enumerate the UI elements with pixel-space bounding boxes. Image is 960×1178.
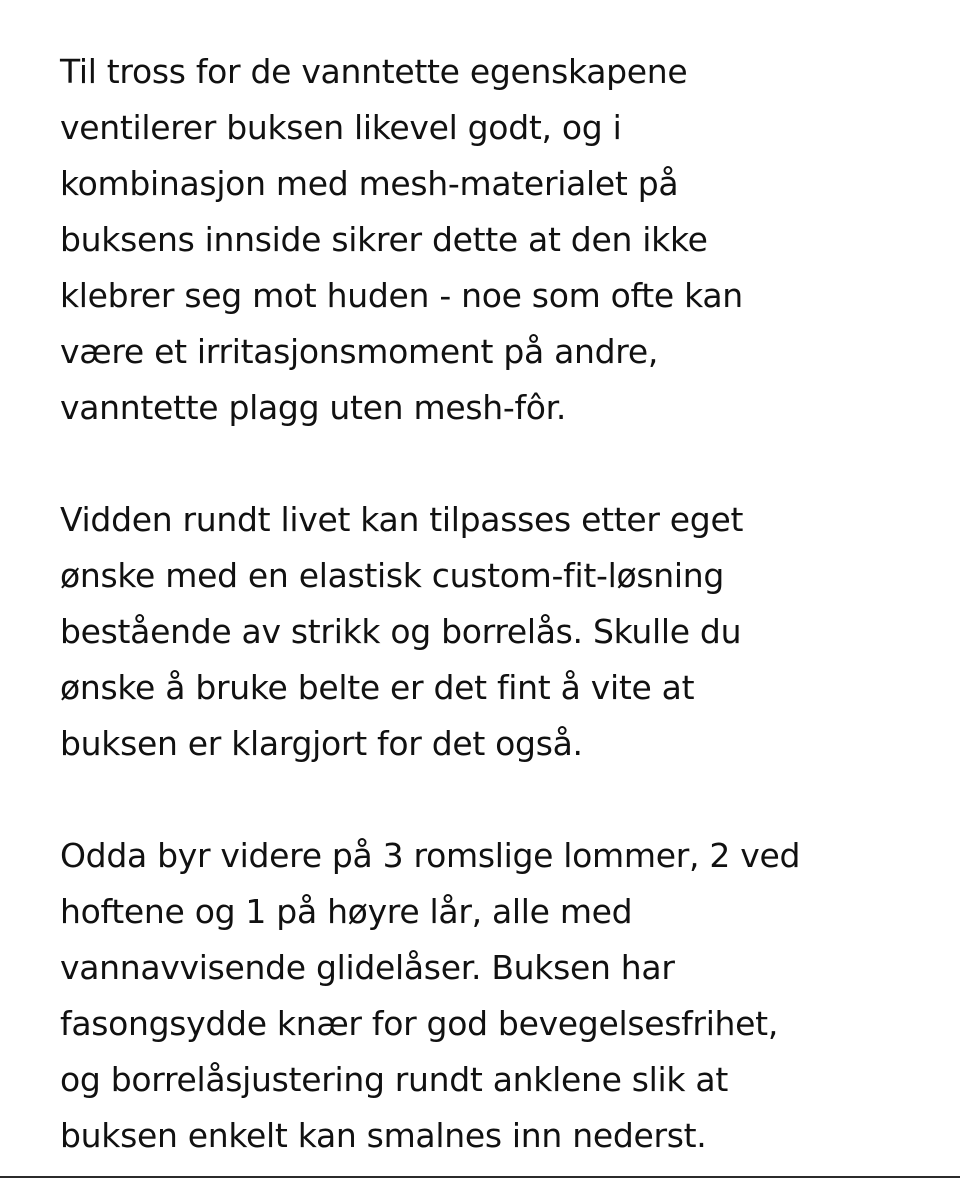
text-line: klebrer seg mot huden - noe som ofte kan [60, 276, 743, 315]
text-line: bestående av strikk og borrelås. Skulle du [60, 612, 742, 651]
text-line: vannavvisende glidelåser. Buksen har [60, 948, 675, 987]
text-line: ønske å bruke belte er det fint å vite at [60, 668, 695, 707]
text-line: kombinasjon med mesh-materialet på [60, 164, 679, 203]
text-line: Vidden rundt livet kan tilpasses etter eget [60, 500, 744, 539]
text-line: buksen enkelt kan smalnes inn nederst. [60, 1116, 707, 1155]
text-line: og borrelåsjustering rundt anklene slik at [60, 1060, 728, 1099]
text-line: ventilerer buksen likevel godt, og i [60, 108, 622, 147]
text-line: fasongsydde knær for god bevegelsesfrihet, [60, 1004, 779, 1043]
paragraph-spacer [60, 436, 940, 492]
paragraph-ventilation [60, 44, 940, 436]
text-line: være et irritasjonsmoment på andre, [60, 332, 659, 371]
paragraph-pockets-features [60, 828, 940, 1164]
text-line: ønske med en elastisk custom-fit-løsning [60, 556, 724, 595]
text-line: buksens innside sikrer dette at den ikke [60, 220, 708, 259]
text-line: vanntette plagg uten mesh-fôr. [60, 388, 567, 427]
text-line: buksen er klargjort for det også. [60, 724, 583, 763]
text-line: Til tross for de vanntette egenskapene [60, 52, 688, 91]
text-line: hoftene og 1 på høyre lår, alle med [60, 892, 633, 931]
product-description [60, 44, 940, 1164]
text-line: Odda byr videre på 3 romslige lommer, 2 ved [60, 836, 801, 875]
paragraph-spacer [60, 772, 940, 828]
paragraph-waist-fit [60, 492, 940, 772]
